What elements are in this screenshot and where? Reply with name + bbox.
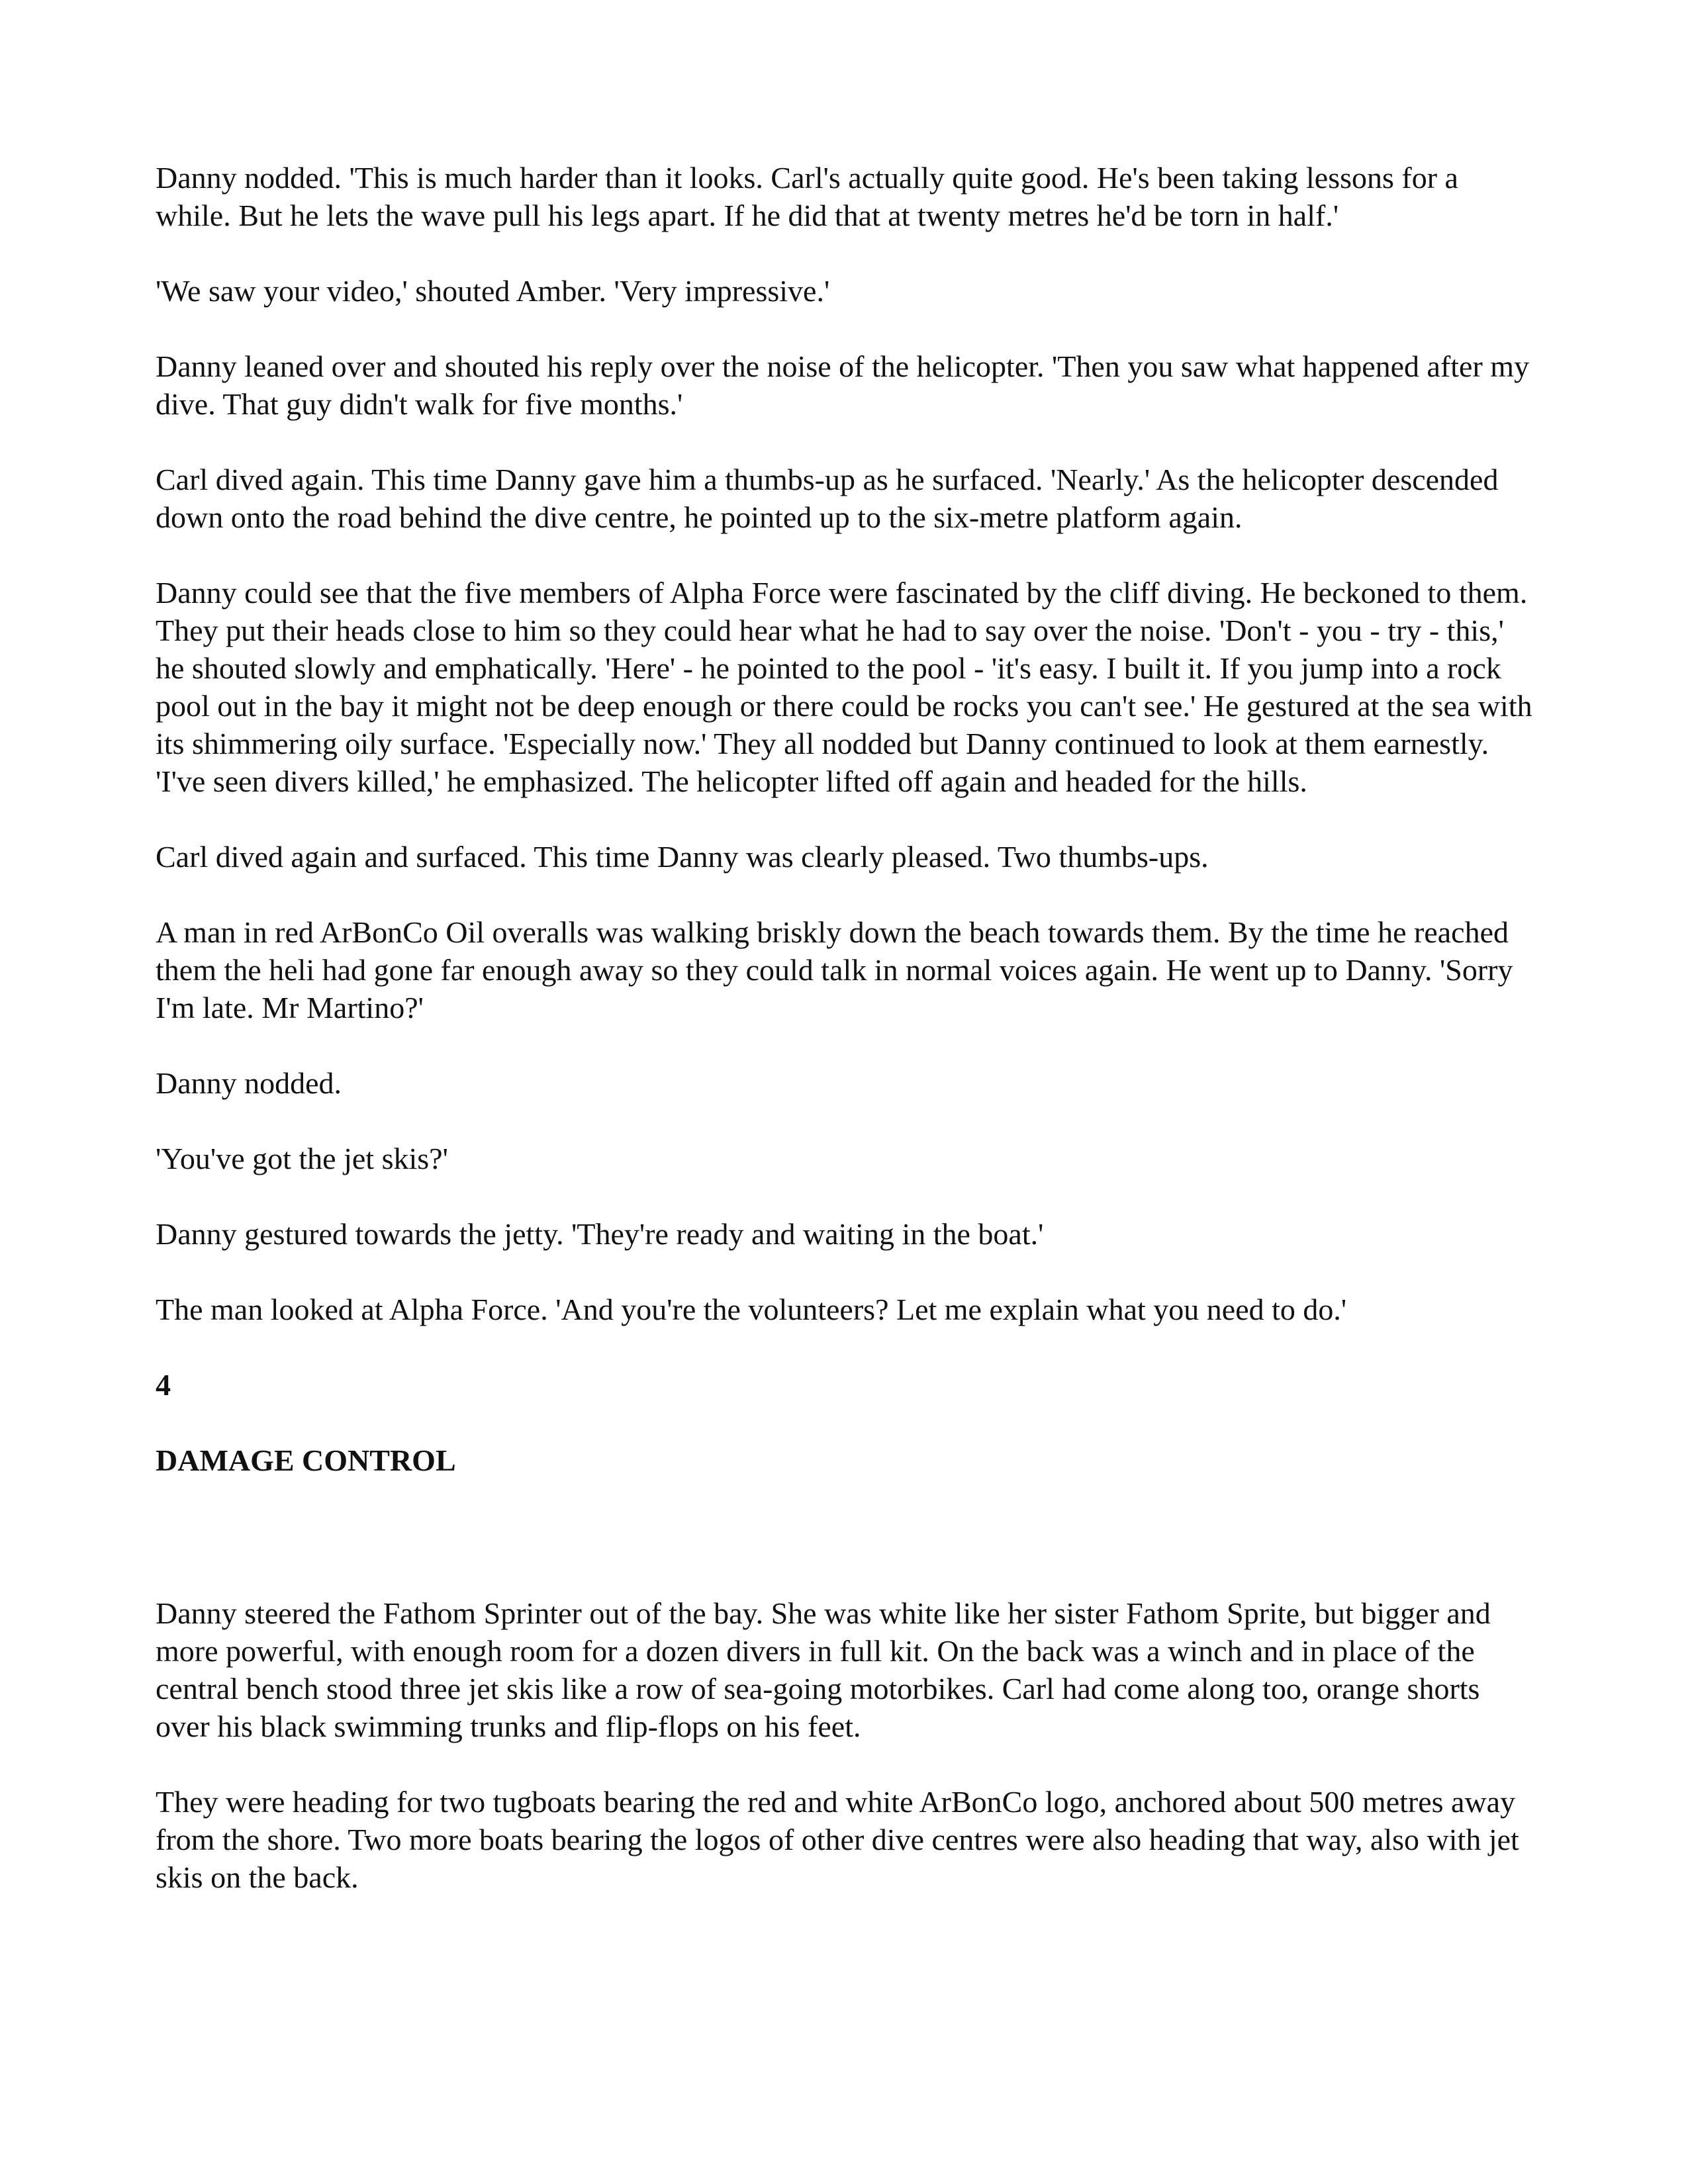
paragraph: Carl dived again. This time Danny gave him a thumbs-up as he surfaced. 'Nearly.' As the helicopter descended down onto the road behind the dive centre, he pointed up to the six-metre platform again. xyxy=(156,463,1499,534)
paragraph: Danny nodded. 'This is much harder than it looks. Carl's actually quite good. He's been taking lessons for a while. But he lets the wave pull his legs apart. If he did that at twenty metres he'd be torn in half.' xyxy=(156,161,1458,232)
paragraph: A man in red ArBonCo Oil overalls was walking briskly down the beach towards them. By the time he reached them the heli had gone far enough away so they could talk in normal voices again. He went up to Danny. 'Sorry I'm late. Mr Martino?' xyxy=(156,915,1513,1024)
paragraph: They were heading for two tugboats bearing the red and white ArBonCo logo, anchored about 500 metres away from the shore. Two more boats bearing the logos of other dive centres were also heading that way, also with jet skis on the back. xyxy=(156,1785,1519,1894)
paragraph: The man looked at Alpha Force. 'And you're the volunteers? Let me explain what you need to do.' xyxy=(156,1293,1347,1326)
paragraph: 'You've got the jet skis?' xyxy=(156,1142,448,1175)
paragraph: Danny nodded. xyxy=(156,1066,342,1100)
paragraph: Danny gestured towards the jetty. 'They're ready and waiting in the boat.' xyxy=(156,1217,1044,1251)
paragraph: Danny steered the Fathom Sprinter out of the bay. She was white like her sister Fathom Sprite, but bigger and more powerful, with enough room for a dozen divers in full kit. On the back was a winch and in place of the central bench stood three jet skis like a row of sea-going motorbikes. Carl had come along too, orange shorts over his black swimming trunks and flip-flops on his feet. xyxy=(156,1596,1491,1743)
chapter-title: DAMAGE CONTROL xyxy=(156,1443,456,1477)
document-page xyxy=(156,159,1539,1934)
paragraph: Danny could see that the five members of Alpha Force were fascinated by the cliff diving. He beckoned to them. They put their heads close to him so they could hear what he had to say over the noise. 'Don't - you - try - this,' he shouted slowly and emphatically. 'Here' - he pointed to the pool - 'it's easy. I built it. If you jump into a rock pool out in the bay it might not be deep enough or there could be rocks you can't see.' He gestured at the sea with its shimmering oily surface. 'Especially now.' They all nodded but Danny continued to look at them earnestly. 'I've seen divers killed,' he emphasized. The helicopter lifted off again and headed for the hills. xyxy=(156,576,1532,798)
paragraph: 'We saw your video,' shouted Amber. 'Very impressive.' xyxy=(156,274,830,308)
paragraph: Carl dived again and surfaced. This time Danny was clearly pleased. Two thumbs-ups. xyxy=(156,840,1209,874)
paragraph: Danny leaned over and shouted his reply over the noise of the helicopter. 'Then you saw what happened after my dive. That guy didn't walk for five months.' xyxy=(156,349,1530,421)
chapter-number: 4 xyxy=(156,1368,171,1402)
